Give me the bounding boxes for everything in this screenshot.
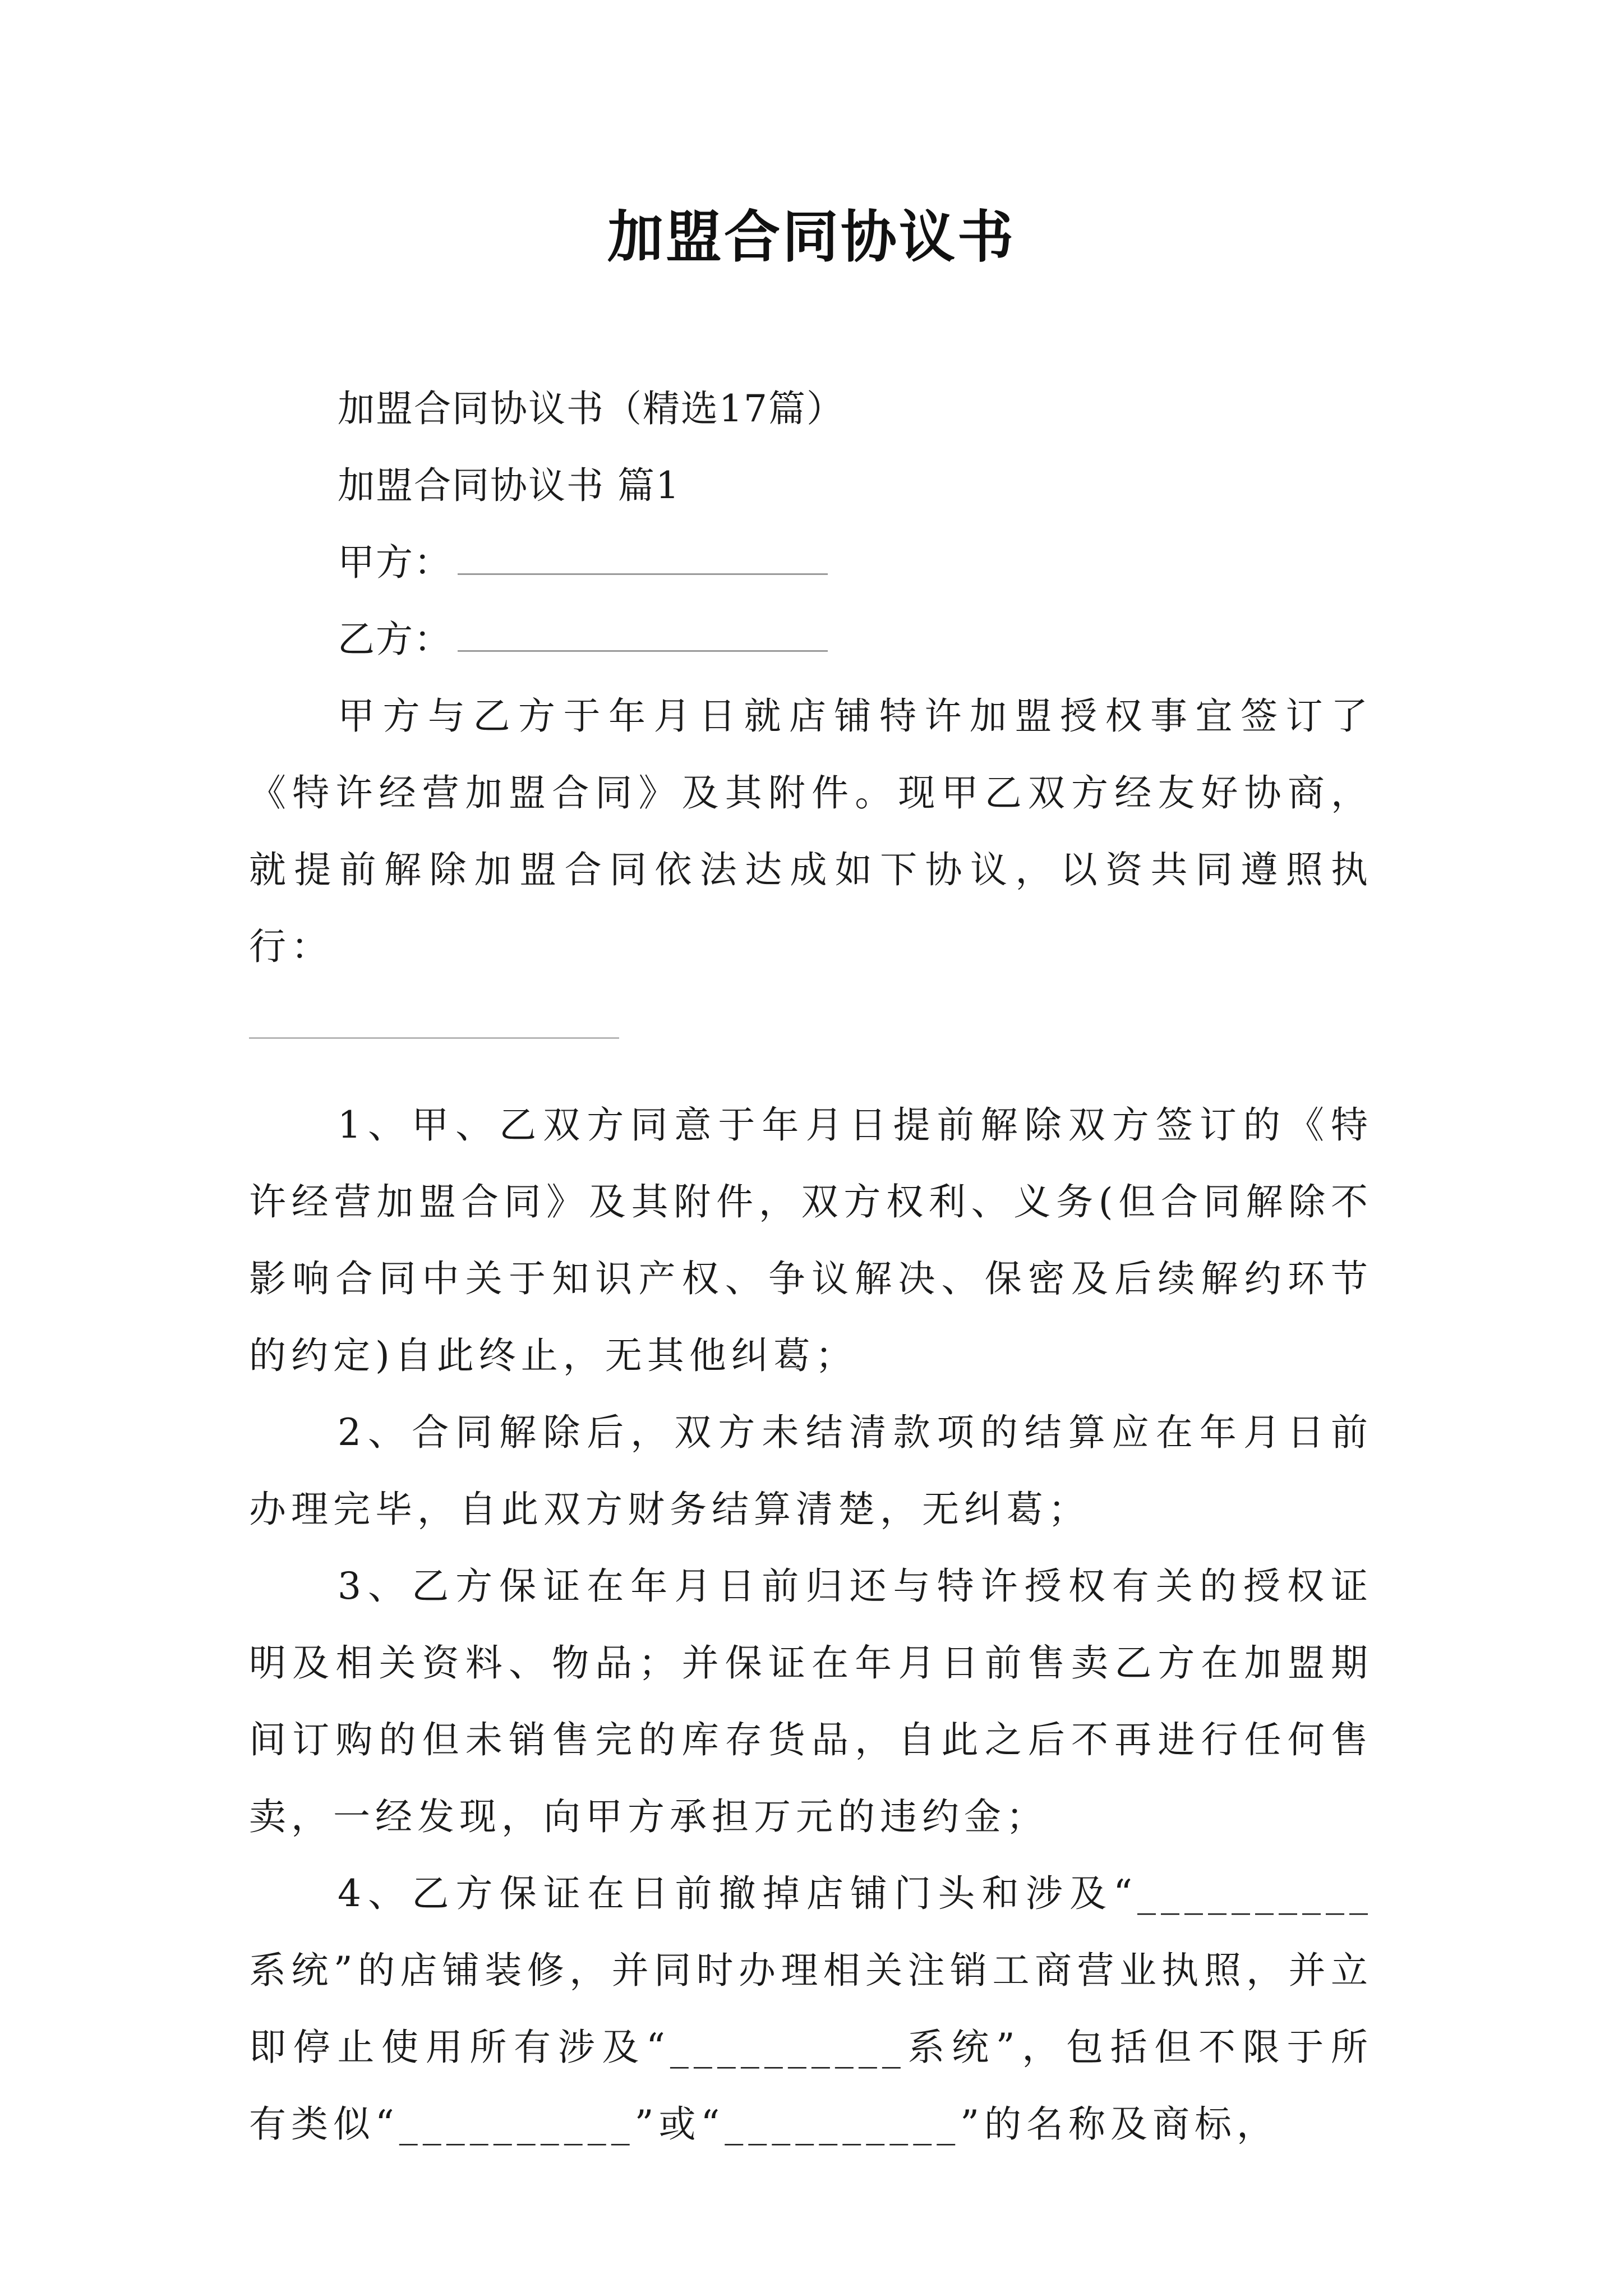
document-body <box>249 370 1373 2162</box>
clause-4: 4、乙方保证在日前撤掉店铺门头和涉及“__________系统”的店铺装修，并同时办理相关注销工商营业执照，并立即停止使用所有涉及“__________系统”，包括但不限于所有类似“__________”或“__________”的名称及商标， <box>249 1872 1373 2146</box>
section-heading: 加盟合同协议书 篇1 <box>338 464 680 507</box>
separator-rule <box>249 1037 619 1039</box>
clause-3: 3、乙方保证在年月日前归还与特许授权有关的授权证明及相关资料、物品；并保证在年月日前售卖乙方在加盟期间订购的但未销售完的库存货品，自此之后不再进行任何售卖，一经发现，向甲方承担万元的违约金； <box>249 1565 1373 1838</box>
document-subtitle: 加盟合同协议书（精选17篇） <box>338 387 845 430</box>
party-a-line <box>249 524 1373 601</box>
document-title: 加盟合同协议书 <box>607 204 1016 270</box>
intro-paragraph: 甲方与乙方于年月日就店铺特许加盟授权事宜签订了《特许经营加盟合同》及其附件。现甲乙双方经友好协商，就提前解除加盟合同依法达成如下协议，以资共同遵照执行： <box>249 694 1373 968</box>
clause-2: 2、合同解除后，双方未结清款项的结算应在年月日前办理完毕，自此双方财务结算清楚，无纠葛； <box>249 1411 1373 1531</box>
party-a-label: 甲方： <box>338 541 452 584</box>
clause-1: 1、甲、乙双方同意于年月日提前解除双方签订的《特许经营加盟合同》及其附件，双方权利、义务(但合同解除不影响合同中关于知识产权、争议解决、保密及后续解约环节的约定)自此终止，无其他纠葛； <box>249 1103 1373 1377</box>
party-b-blank <box>458 616 828 652</box>
party-b-label: 乙方： <box>338 618 452 661</box>
party-a-blank <box>458 540 828 575</box>
party-b-line <box>249 601 1373 678</box>
